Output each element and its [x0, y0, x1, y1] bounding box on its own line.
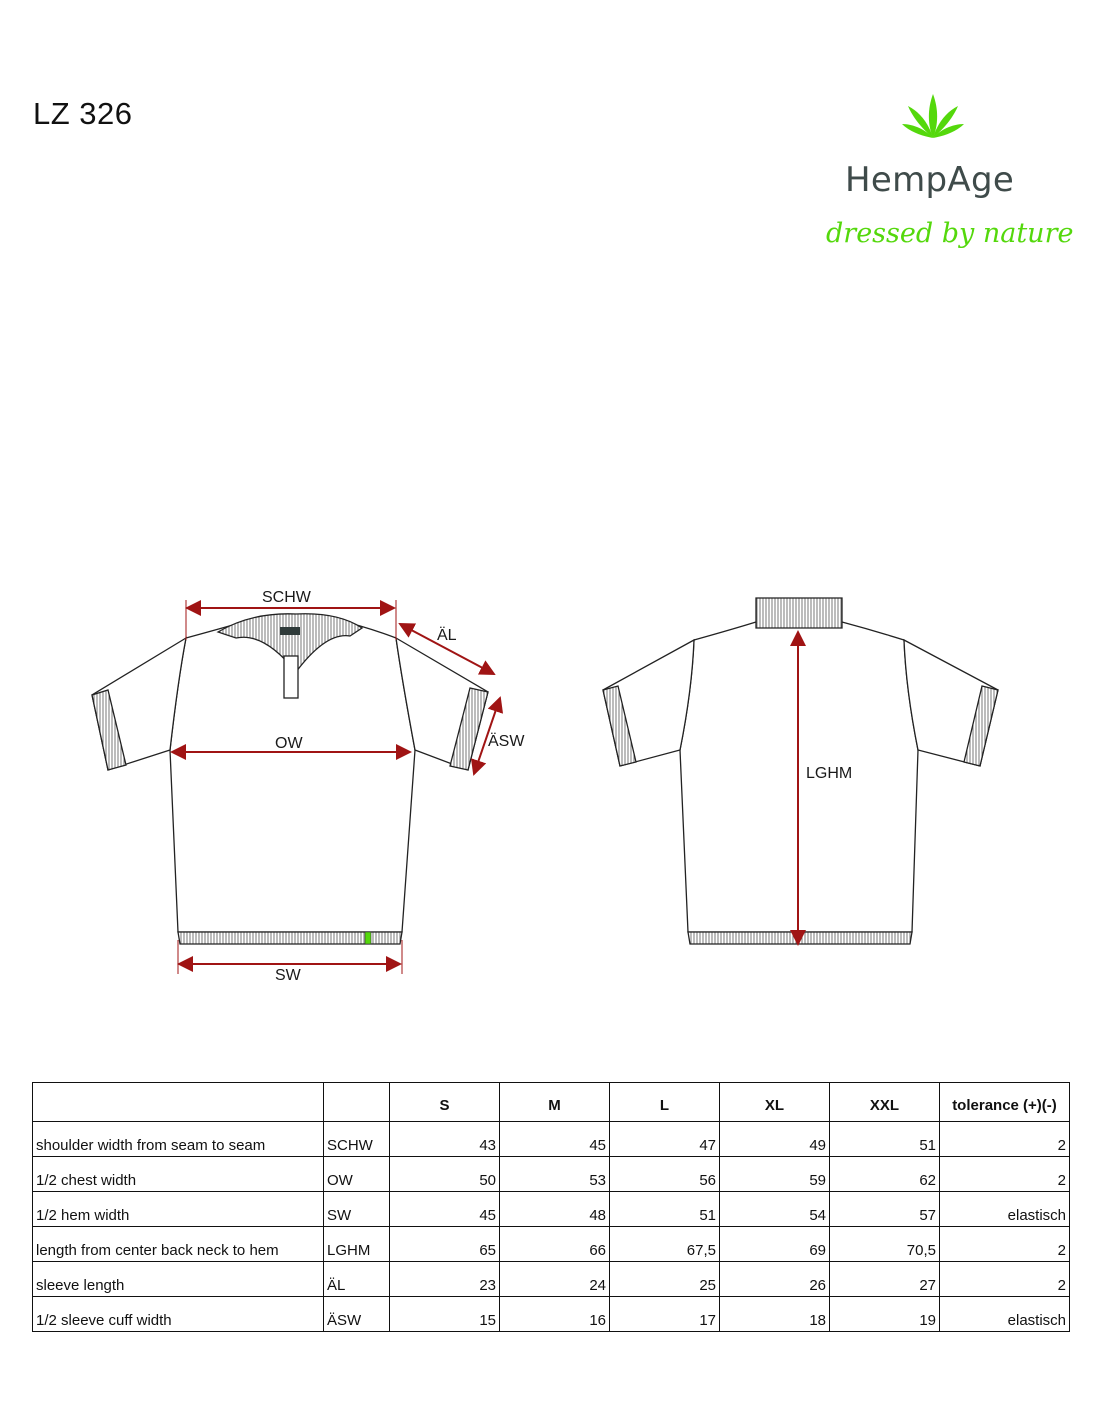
value-s: 23	[390, 1262, 500, 1297]
table-row	[33, 1157, 1070, 1192]
row-description: shoulder width from seam to seam	[33, 1122, 324, 1157]
value-tolerance: elastisch	[940, 1297, 1070, 1332]
sw-label: SW	[275, 967, 301, 984]
garment-diagram	[0, 560, 1100, 1000]
header-code	[324, 1083, 390, 1122]
header-tolerance: tolerance (+)(-)	[940, 1083, 1070, 1122]
value-m: 66	[500, 1227, 610, 1262]
brand-tagline: dressed by nature	[826, 218, 1074, 249]
table-row	[33, 1262, 1070, 1297]
value-l: 56	[610, 1157, 720, 1192]
value-tolerance: 2	[940, 1157, 1070, 1192]
ow-label: OW	[275, 735, 303, 752]
front-view	[92, 614, 488, 944]
value-xl: 49	[720, 1122, 830, 1157]
value-m: 16	[500, 1297, 610, 1332]
value-xxl: 70,5	[830, 1227, 940, 1262]
row-description: 1/2 chest width	[33, 1157, 324, 1192]
value-tolerance: 2	[940, 1262, 1070, 1297]
value-s: 50	[390, 1157, 500, 1192]
row-code: SCHW	[324, 1122, 390, 1157]
value-m: 48	[500, 1192, 610, 1227]
brand-logo: HempAge	[845, 160, 1015, 200]
lghm-label: LGHM	[806, 765, 853, 782]
row-description: length from center back neck to hem	[33, 1227, 324, 1262]
header-size-m: M	[500, 1083, 610, 1122]
table-row	[33, 1227, 1070, 1262]
row-code: SW	[324, 1192, 390, 1227]
value-tolerance: 2	[940, 1122, 1070, 1157]
table-row	[33, 1192, 1070, 1227]
schw-label: SCHW	[262, 589, 311, 606]
value-s: 45	[390, 1192, 500, 1227]
value-xxl: 19	[830, 1297, 940, 1332]
row-description: 1/2 sleeve cuff width	[33, 1297, 324, 1332]
value-m: 45	[500, 1122, 610, 1157]
header-desc	[33, 1083, 324, 1122]
value-s: 43	[390, 1122, 500, 1157]
al-label: ÄL	[437, 627, 457, 644]
header-size-l: L	[610, 1083, 720, 1122]
value-s: 65	[390, 1227, 500, 1262]
value-l: 67,5	[610, 1227, 720, 1262]
table-header-row	[33, 1083, 1070, 1122]
value-l: 17	[610, 1297, 720, 1332]
asw-label: ÄSW	[488, 733, 525, 750]
value-tolerance: 2	[940, 1227, 1070, 1262]
row-code: OW	[324, 1157, 390, 1192]
value-xxl: 51	[830, 1122, 940, 1157]
hemp-leaf-icon	[900, 92, 966, 142]
value-s: 15	[390, 1297, 500, 1332]
row-code: ÄSW	[324, 1297, 390, 1332]
value-xxl: 62	[830, 1157, 940, 1192]
value-l: 25	[610, 1262, 720, 1297]
value-xxl: 27	[830, 1262, 940, 1297]
value-m: 53	[500, 1157, 610, 1192]
row-description: sleeve length	[33, 1262, 324, 1297]
header-size-s: S	[390, 1083, 500, 1122]
value-l: 47	[610, 1122, 720, 1157]
table-row	[33, 1297, 1070, 1332]
table-row	[33, 1122, 1070, 1157]
header-size-xxl: XXL	[830, 1083, 940, 1122]
document-id: LZ 326	[33, 96, 133, 131]
size-spec-table	[32, 1082, 1070, 1332]
header-size-xl: XL	[720, 1083, 830, 1122]
value-tolerance: elastisch	[940, 1192, 1070, 1227]
value-xl: 69	[720, 1227, 830, 1262]
row-description: 1/2 hem width	[33, 1192, 324, 1227]
value-l: 51	[610, 1192, 720, 1227]
back-view	[603, 598, 998, 944]
value-m: 24	[500, 1262, 610, 1297]
value-xl: 54	[720, 1192, 830, 1227]
row-code: LGHM	[324, 1227, 390, 1262]
row-code: ÄL	[324, 1262, 390, 1297]
value-xl: 26	[720, 1262, 830, 1297]
value-xxl: 57	[830, 1192, 940, 1227]
value-xl: 59	[720, 1157, 830, 1192]
value-xl: 18	[720, 1297, 830, 1332]
